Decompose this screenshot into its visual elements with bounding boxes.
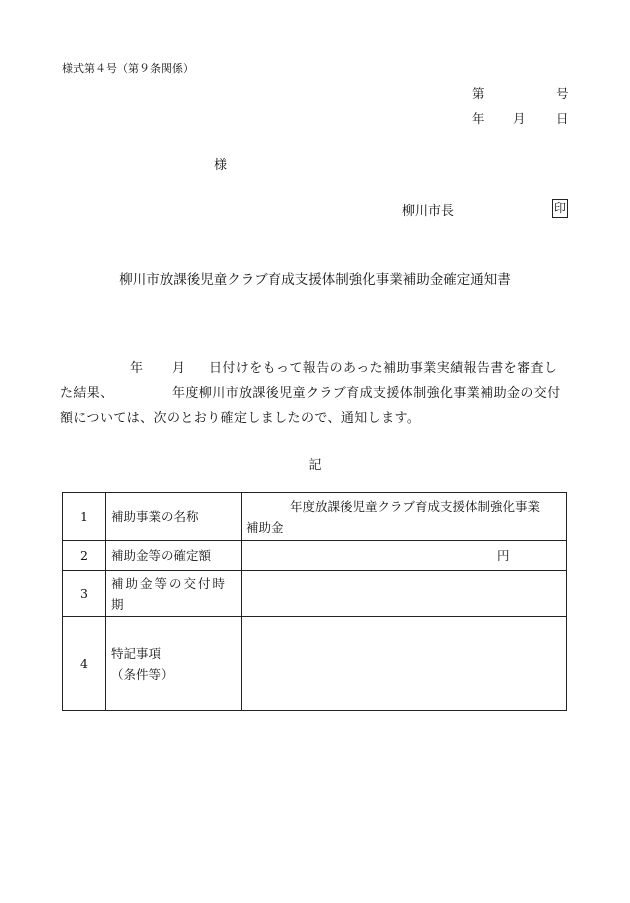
body-year-label: 年	[130, 361, 144, 376]
row-number: 1	[63, 493, 106, 541]
table-row	[63, 571, 567, 617]
addressee-honorific: 様	[214, 158, 228, 173]
number-suffix: 号	[556, 86, 569, 101]
row-label	[106, 571, 242, 617]
form-number: 様式第４号（第９条関係）	[62, 62, 194, 75]
body-month-label: 月	[172, 361, 186, 376]
row-number: 3	[63, 571, 106, 617]
body-line-1-text: 日付けをもって報告のあった補助事業実績報告書を審査し	[209, 361, 558, 376]
row-label-line-2: 期	[111, 596, 124, 612]
row-label: 補助金等の確定額	[106, 541, 242, 571]
date-day-label: 日	[556, 111, 569, 126]
row-number: 4	[63, 617, 106, 711]
project-name-line-1: 年度放課後児童クラブ育成支援体制強化事業	[290, 498, 541, 514]
table-row	[63, 541, 567, 571]
row-value	[242, 493, 567, 541]
row-label-line-1: 特記事項	[111, 645, 162, 661]
sender-name: 柳川市長	[402, 204, 455, 219]
body-line-3-text: 額については、次のとおり確定しましたので、通知します。	[60, 411, 421, 426]
date-month-label: 月	[513, 111, 526, 126]
table-row	[63, 493, 567, 541]
body-text	[60, 356, 570, 431]
row-value	[242, 617, 567, 711]
date-year-label: 年	[472, 111, 485, 126]
body-line-2	[60, 381, 570, 406]
project-name-line-2: 補助金	[246, 519, 284, 535]
table-row	[63, 617, 567, 711]
row-label-line-2: （条件等）	[111, 666, 174, 682]
row-label	[106, 617, 242, 711]
currency-unit: 円	[497, 548, 510, 563]
body-line-1	[60, 356, 570, 381]
document-title: 柳川市放課後児童クラブ育成支援体制強化事業補助金確定通知書	[119, 272, 511, 288]
number-prefix: 第	[472, 86, 485, 101]
row-value	[242, 541, 567, 571]
ki-heading: 記	[308, 458, 322, 473]
row-number: 2	[63, 541, 106, 571]
row-value	[242, 571, 567, 617]
body-line-3	[60, 406, 570, 431]
row-label: 補助事業の名称	[106, 493, 242, 541]
body-line-2-text: 年度柳川市放課後児童クラブ育成支援体制強化事業補助金の交付	[172, 386, 561, 401]
body-line-2-start: た結果、	[60, 386, 114, 401]
row-label-line-1: 補助金等の交付時	[111, 575, 228, 591]
seal-mark: 印	[552, 199, 568, 218]
items-table	[62, 492, 567, 711]
